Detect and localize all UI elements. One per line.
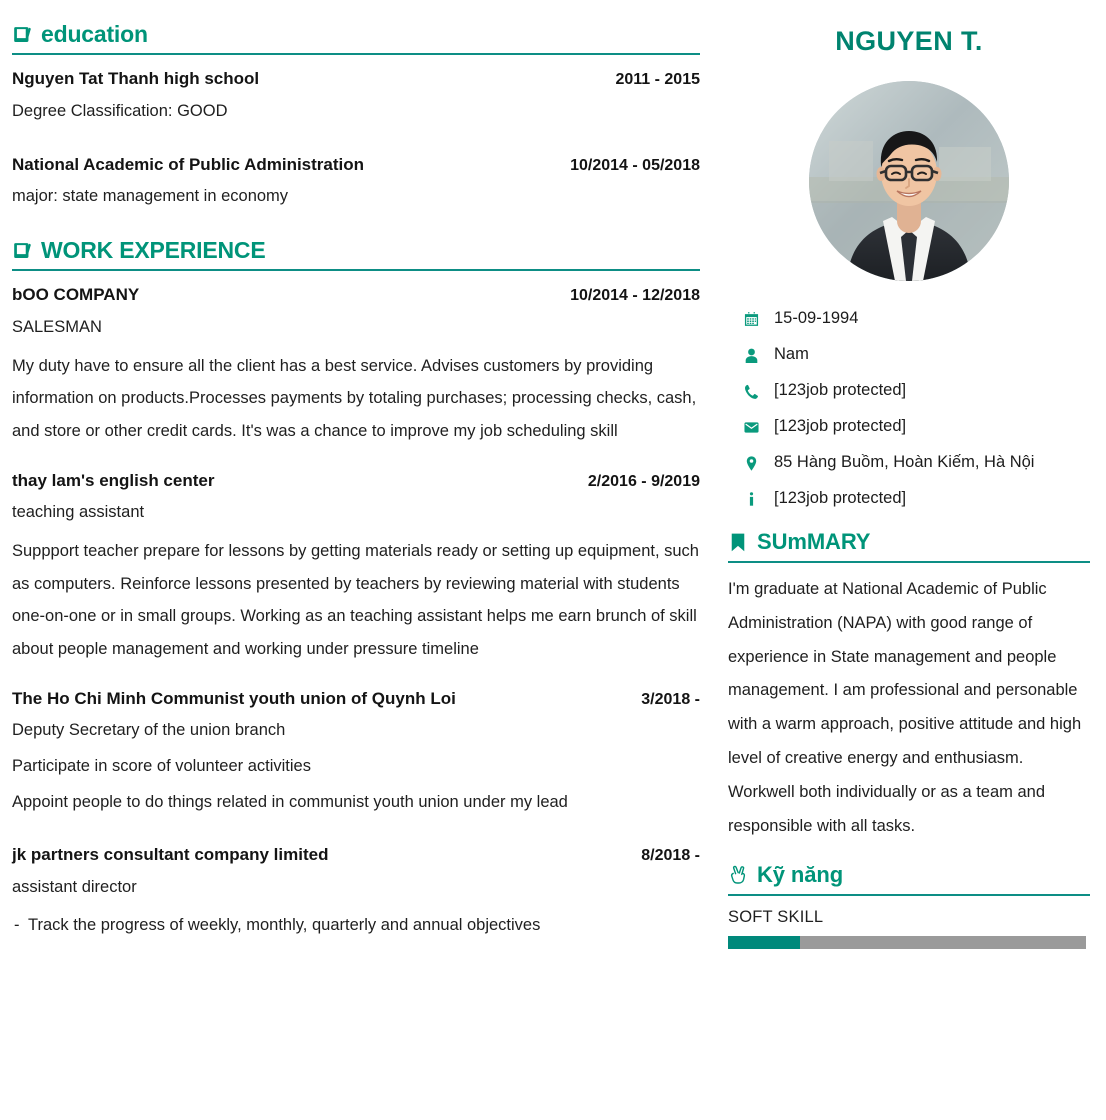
education-entry <box>12 153 700 210</box>
spacer <box>12 127 700 153</box>
work-entry <box>12 687 700 816</box>
work-company-name: jk partners consultant company limited <box>12 845 329 865</box>
education-date: 2011 - 2015 <box>615 71 700 89</box>
avatar <box>809 81 1009 281</box>
work-date: 2/2016 - 9/2019 <box>587 472 700 490</box>
work-description: My duty have to ensure all the client has a best service. Advises customers by providing information on products.Processes payments by totaling purchases; processing checks, cash, and store or other credit cards. It's was a chance to improve my job scheduling skill <box>12 356 697 440</box>
education-section-header <box>12 22 700 47</box>
contact-item-info <box>742 487 1090 511</box>
avatar-wrapper <box>728 81 1090 281</box>
work-date: 8/2018 - <box>641 847 700 865</box>
book-icon <box>12 24 33 45</box>
spacer <box>12 450 700 469</box>
contact-item-address <box>742 451 1090 475</box>
work-experience-section-title: WORK EXPERIENCE <box>41 237 266 264</box>
education-school-name: National Academic of Public Administration <box>12 154 365 174</box>
work-role: Deputy Secretary of the union branch <box>12 721 286 740</box>
education-school-name: Nguyen Tat Thanh high school <box>12 69 260 89</box>
work-date: 3/2018 - <box>641 690 700 708</box>
work-detail-line: Appoint people to do things related in communist youth union under my lead <box>12 792 568 811</box>
victory-hand-icon <box>728 864 748 886</box>
contact-list <box>728 307 1090 511</box>
contact-email-text: [123job protected] <box>774 417 907 436</box>
spacer <box>12 212 700 238</box>
work-experience-divider <box>12 269 700 271</box>
education-divider <box>12 53 700 55</box>
contact-phone-text: [123job protected] <box>774 381 907 400</box>
contact-item-birthdate <box>742 307 1090 331</box>
contact-info-text: [123job protected] <box>774 489 907 508</box>
skill-label: SOFT SKILL <box>728 907 824 926</box>
education-section-title: education <box>41 21 148 47</box>
work-entry-row <box>12 843 700 868</box>
work-entry <box>12 843 700 938</box>
contact-gender-text: Nam <box>774 345 809 364</box>
book-icon <box>12 240 33 261</box>
spacer <box>12 817 700 843</box>
work-entry-row <box>12 687 700 712</box>
skill-progress-fill <box>728 936 800 949</box>
contact-item-email[interactable] <box>742 415 1090 439</box>
work-bullet: - Track the progress of weekly, monthly, quarterly and annual objectives <box>12 912 700 939</box>
summary-section-header <box>728 529 1090 555</box>
work-date: 10/2014 - 12/2018 <box>570 287 700 305</box>
work-experience-section-header <box>12 238 700 263</box>
education-entry-row <box>12 67 700 92</box>
work-company-name: The Ho Chi Minh Communist youth union of Quynh Loi <box>12 688 456 708</box>
work-role: SALESMAN <box>12 317 102 336</box>
work-company-name: bOO COMPANY <box>12 285 140 305</box>
info-icon <box>742 492 760 507</box>
envelope-icon <box>742 420 760 435</box>
right-column <box>716 0 1106 1120</box>
phone-icon <box>742 384 760 399</box>
work-description: Suppport teacher prepare for lessons by getting materials ready or setting up equipment, such as computers. Reinforce lessons presented by teachers by reviewing material with students one-on-one or in small groups. Working as an teaching assistant helps me earn brunch of skill about people management and working under pressure timeline <box>12 542 699 658</box>
education-entry-row <box>12 153 700 178</box>
summary-divider <box>728 561 1090 563</box>
work-entry-row <box>12 283 700 308</box>
work-role: teaching assistant <box>12 503 145 522</box>
skills-section-title: Kỹ năng <box>757 861 844 887</box>
calendar-icon <box>742 312 760 327</box>
contact-address-text: 85 Hàng Buồm, Hoàn Kiếm, Hà Nội <box>774 453 1035 472</box>
skills-divider <box>728 894 1090 896</box>
education-detail: major: state management in economy <box>12 187 289 206</box>
bookmark-icon <box>728 531 748 553</box>
contact-item-phone[interactable] <box>742 379 1090 403</box>
work-role: assistant director <box>12 878 137 897</box>
skill-progress-bar <box>728 936 1086 949</box>
education-date: 10/2014 - 05/2018 <box>570 156 700 174</box>
education-entry <box>12 67 700 124</box>
work-company-name: thay lam's english center <box>12 470 215 490</box>
education-detail: Degree Classification: GOOD <box>12 101 228 120</box>
skills-section-header <box>728 862 1090 888</box>
contact-item-gender <box>742 343 1090 367</box>
page-title: NGUYEN T. <box>835 26 983 56</box>
work-detail-line: Participate in score of volunteer activities <box>12 756 311 775</box>
contact-birthdate-text: 15-09-1994 <box>774 309 859 328</box>
map-pin-icon <box>742 456 760 471</box>
spacer <box>12 668 700 687</box>
summary-text: I'm graduate at National Academic of Public Administration (NAPA) with good range of experience in State management and people management. I am professional and personable with a warm approach, positive attitude and high level of creative energy and enthusiasm. Workwell both individually or as a team and responsible with all tasks. <box>728 580 1082 835</box>
person-icon <box>742 348 760 363</box>
summary-section-title: SUmMARY <box>757 529 871 554</box>
work-entry-row <box>12 469 700 494</box>
work-entry <box>12 469 700 666</box>
work-entry <box>12 283 700 447</box>
